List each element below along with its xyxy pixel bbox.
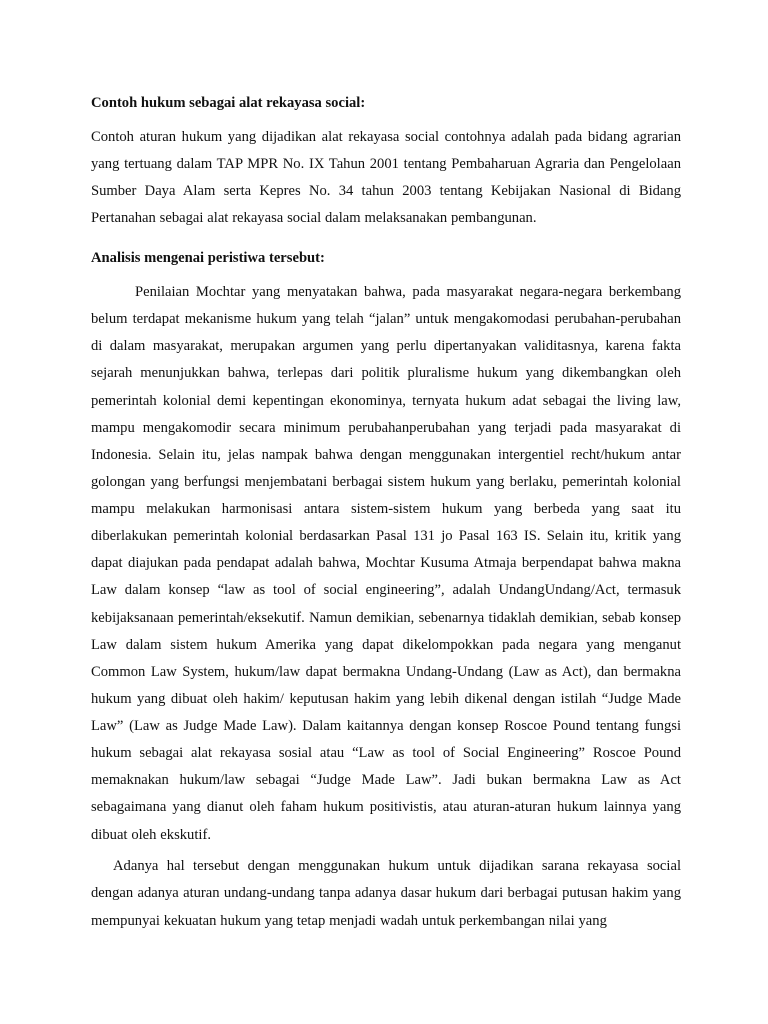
- paragraph-example: Contoh aturan hukum yang dijadikan alat rekayasa social contohnya adalah pada bidang agrarian yang tertuang dalam TAP MPR No. IX Tahun 2001 tentang Pembaharuan Agraria dan Pengelolaan Sumber Daya Alam serta Kepres No. 34 tahun 2003 tentang Kebijakan Nasional di Bidang Pertanahan sebagai alat rekayasa social dalam melaksanakan pembangunan.: [91, 129, 681, 227]
- paragraph-conclusion: Adanya hal tersebut dengan menggunakan hukum untuk dijadikan sarana rekayasa social dengan adanya aturan undang-undang tanpa adanya dasar hukum dari berbagai putusan hakim yang mempunyai kekuatan hukum yang tetap menjadi wadah untuk perkembangan nilai yang: [91, 858, 681, 929]
- paragraph-analysis: Penilaian Mochtar yang menyatakan bahwa, pada masyarakat negara-negara berkembang belum terdapat mekanisme hukum yang telah “jalan” untuk mengakomodasi perubahan-perubahan di dalam masyarakat, merupakan argumen yang perlu dipertanyakan validitasnya, karena fakta sejarah menunjukkan bahwa, terlepas dari politik pluralisme hukum yang dikembangkan oleh pemerintah kolonial demi kepentingan ekonominya, ternyata hukum adat sebagai the living law, mampu mengakomodir secara minimum perubahanperubahan yang terjadi pada masyarakat di Indonesia. Selain itu, jelas nampak bahwa dengan menggunakan intergentiel recht/hukum antar golongan yang berfungsi menjembatani berbagai sistem hukum yang berlaku, pemerintah kolonial mampu melakukan harmonisasi antara sistem-sistem hukum yang berbeda yang saat itu diberlakukan pemerintah kolonial berdasarkan Pasal 131 jo Pasal 163 IS. Selain itu, kritik yang dapat diajukan pada pendapat adalah bahwa, Mochtar Kusuma Atmaja berpendapat bahwa makna Law dalam konsep “law as tool of social engineering”, adalah UndangUndang/Act, termasuk kebijaksanaan pemerintah/eksekutif. Namun demikian, sebenarnya tidaklah demikian, sebab konsep Law dalam sistem hukum Amerika yang dapat dikelompokkan pada negara yang menganut Common Law System, hukum/law dapat bermakna Undang-Undang (Law as Act), dan bermakna hukum yang dibuat oleh hakim/ keputusan hakim yang lebih dikenal dengan istilah “Judge Made Law” (Law as Judge Made Law). Dalam kaitannya dengan konsep Roscoe Pound tentang fungsi hukum sebagai alat rekayasa sosial atau “Law as tool of Social Engineering” Roscoe Pound memaknakan hukum/law sebagai “Judge Made Law”. Jadi bukan bermakna Law as Act sebagaimana yang dianut oleh faham hukum positivistis, atau aturan-aturan hukum lainnya yang dibuat oleh ekskutif.: [91, 284, 681, 843]
- section-heading-example: Contoh hukum sebagai alat rekayasa social:: [91, 95, 366, 111]
- section-heading-analysis: Analisis mengenai peristiwa tersebut:: [91, 250, 325, 266]
